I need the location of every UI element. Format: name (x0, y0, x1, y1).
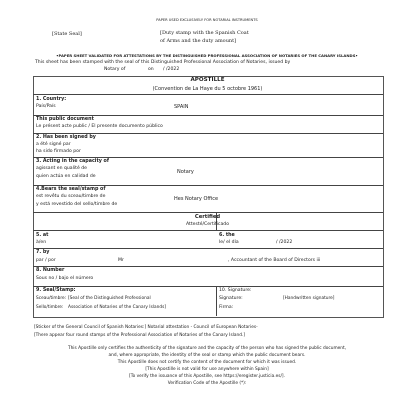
number-sub: Sous no / bajo el número (36, 276, 94, 281)
signed-label: 2. Has been signed by (36, 135, 96, 140)
top-notice: PAPER USED EXCLUSIVELY FOR NOTARIAL INSTRUMENTS (156, 18, 258, 22)
certified-title: Certified (194, 214, 221, 220)
convention-text: (Convention de La Haye du 5 octobre 1961) (152, 86, 263, 92)
seal-sub1: est revêtu du sceau/timbre de (36, 194, 106, 199)
divider (33, 133, 383, 134)
the-sub: le/ el día (219, 240, 239, 245)
divider (33, 185, 383, 186)
footer-line5: This Apostille does not certify the content of the document for which it was issued. (117, 360, 297, 365)
certified-sub: Attesté/Certificado (185, 222, 230, 227)
at-label: 5. at (36, 233, 49, 238)
country-value: SPAIN (174, 104, 189, 110)
footer-line2: [There appear four round stamps of the Professional Association of Notaries of the Canary Island.] (34, 333, 245, 338)
footer-line6: [This Apostille is not valid for use anywhere within Spain] (145, 367, 269, 372)
validated-line: •PAPER SHEET VALIDATED FOR ATTESTATIONS BY THE DISTINGUISHED PROFESSIONAL ASSOCIATION OF NOTARIES OF THE CANARY ISLANDS• (56, 53, 358, 58)
at-sub: à/en (36, 240, 47, 245)
number-label: 8. Number (36, 268, 65, 273)
country-label: 1. Country: (36, 97, 67, 102)
footer-line1: [Sticker of the General Council of Spanish Notaries:] Notarial attestation - Council of European Notaries- (34, 325, 258, 330)
divider (33, 115, 383, 116)
capacity-sub2: quien actúa en calidad de (36, 174, 96, 179)
divider (33, 248, 383, 249)
footer-line8: Verification Code of the Apostille (*): (167, 381, 247, 386)
header-date-blank: / /2022 (163, 67, 180, 72)
divider (33, 230, 383, 231)
sealstamp-val2: Association of Notaries of the Canary Islands] (68, 305, 166, 310)
signature-sub1: Signature: (219, 296, 243, 301)
seal-value: Hes Notary Office (174, 196, 219, 202)
seal-sub2: y está revestido del sello/timbre de (36, 202, 118, 207)
seal-label: 4.Bears the seal/stamp of (36, 187, 106, 192)
duty-stamp-line2: of Arms and the duty amount] (160, 38, 237, 44)
signature-label: 10. Signature: (219, 288, 252, 293)
divider (216, 286, 217, 316)
the-label: 6. the (219, 233, 235, 238)
stamped-line: This sheet has been stamped with the seal of this Distinguished Professional Association of Notaries, issued by (35, 60, 291, 65)
by-sub: par / por (36, 258, 56, 263)
country-sub: País/País (36, 104, 56, 109)
sealstamp-val1: [Seal of the Distinguished Professional (68, 296, 151, 301)
duty-stamp-line1: [Duty stamp with the Spanish Coat (160, 30, 249, 36)
on-text: on (148, 67, 154, 72)
by-mr: Mr (118, 258, 124, 263)
by-label: 7. by (36, 250, 50, 255)
public-doc-label: This public document (36, 117, 94, 122)
notary-of-text: Notary of (104, 67, 126, 72)
divider (33, 157, 383, 158)
divider (33, 286, 383, 287)
the-value: / /2022 (276, 240, 293, 245)
divider (33, 212, 383, 213)
state-seal-text: [State Seal] (52, 31, 82, 37)
signed-sub1: a été signé par (36, 142, 71, 147)
signed-sub2: ha sido firmado por (36, 149, 81, 154)
divider (33, 94, 383, 95)
sealstamp-sub2: Sello/timbre: (36, 305, 64, 310)
capacity-label: 3. Acting in the capacity of (36, 159, 109, 164)
signature-sub2: Firma: (219, 305, 234, 310)
footer-line3: This Apostille only certifies the authenticity of the signature and the capacity of the person who has signed the public document, (67, 346, 347, 351)
sealstamp-label: 9. Seal/Stamp: (36, 288, 76, 293)
by-value: , Accountant of the Board of Directors iii (228, 258, 321, 263)
divider (33, 266, 383, 267)
sealstamp-sub1: Sceau/timbre: (36, 296, 67, 301)
footer-line7: [To verify the issuance of this Apostille, see https://eregister.justicia.es/]. (129, 374, 285, 379)
capacity-value: Notary (177, 169, 194, 175)
signature-value: [Handwritten signature] (283, 296, 335, 301)
capacity-sub1: agissant en qualité de (36, 166, 88, 171)
footer-line4: and, where appropriate, the identity of the seal or stamp which the public document bears. (108, 353, 306, 358)
public-doc-sub: Le présent acte public / El presente documento público (36, 124, 163, 129)
apostille-title: APOSTILLE (190, 77, 225, 83)
